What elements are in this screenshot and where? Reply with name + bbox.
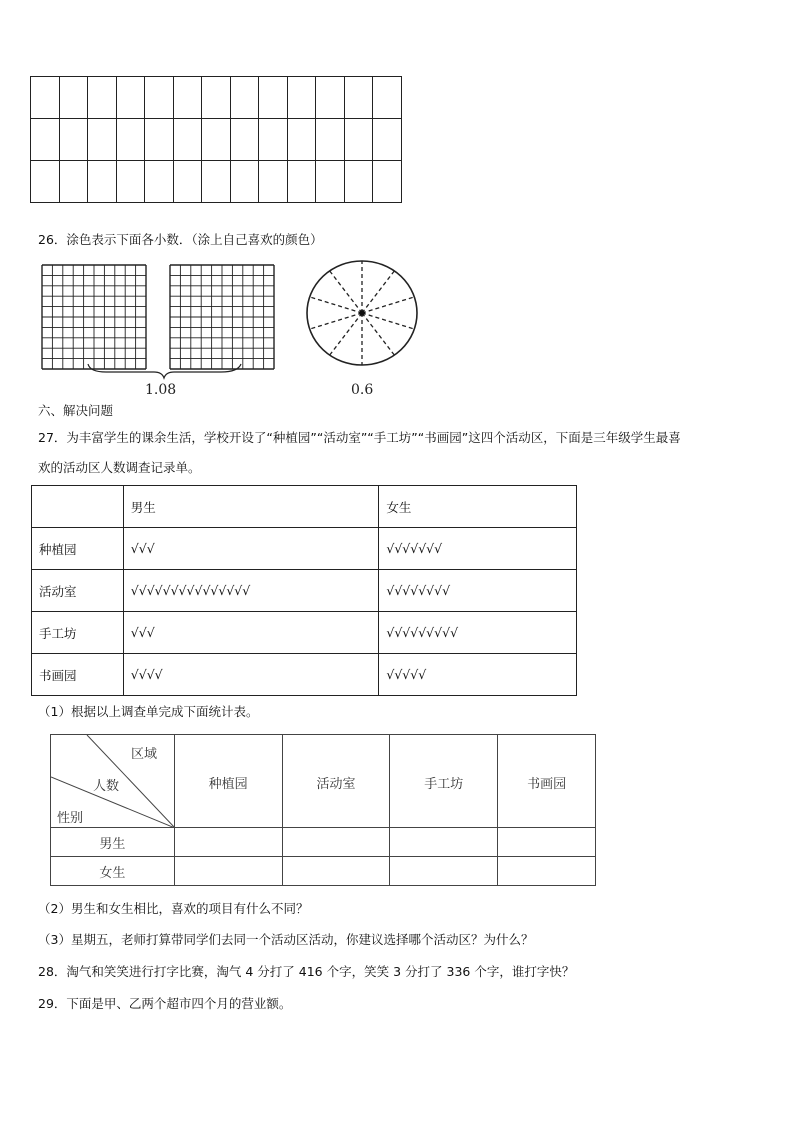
circle-center [359, 310, 365, 316]
grid-cell[interactable] [116, 119, 145, 161]
grid-cell[interactable] [59, 119, 88, 161]
survey-row [32, 612, 577, 654]
grid-cell[interactable] [344, 161, 373, 203]
survey-row [32, 570, 577, 612]
stat-answer-cell[interactable] [390, 828, 498, 857]
hundred-grid-2 [170, 265, 274, 369]
stat-header-area: 手工坊 [390, 735, 498, 828]
grid-cell[interactable] [373, 77, 402, 119]
grid-cell[interactable] [116, 161, 145, 203]
stat-answer-cell[interactable] [282, 857, 390, 886]
circle-ray [310, 297, 362, 313]
survey-row [32, 654, 577, 696]
brace [88, 364, 241, 378]
hundred-grid-1 [42, 265, 146, 369]
corner-gender: 性别 [57, 811, 84, 826]
circle-ray [362, 313, 414, 329]
survey-cell-area: 手工坊 [32, 612, 124, 654]
top-answer-grid [30, 76, 402, 203]
stat-header-area: 书画园 [498, 735, 596, 828]
grid-cell[interactable] [116, 77, 145, 119]
survey-header [32, 486, 124, 528]
stat-row-label: 女生 [51, 857, 175, 886]
corner-count: 人数 [93, 779, 120, 794]
circle-ray [362, 313, 394, 355]
survey-table [31, 485, 577, 696]
circle-ray [310, 313, 362, 329]
grid-cell[interactable] [230, 119, 259, 161]
grid-cell[interactable] [287, 119, 316, 161]
grid-cell[interactable] [145, 161, 174, 203]
grid-row [31, 161, 402, 203]
stat-corner-cell [51, 735, 175, 828]
grid-cell[interactable] [145, 77, 174, 119]
q27-sub3: （3）星期五，老师打算带同学们去同一个活动区活动，你建议选择哪个活动区？为什么？ [38, 932, 534, 947]
grid-cell[interactable] [316, 119, 345, 161]
grid-cell[interactable] [373, 119, 402, 161]
survey-header: 男生 [123, 486, 379, 528]
grid-cell[interactable] [202, 161, 231, 203]
grid-cell[interactable] [259, 77, 288, 119]
q27-text-line1: 27．为丰富学生的课余生活，学校开设了“种植园”“活动室”“手工坊”“书画园”这四个活动区，下面是三年级学生最喜 [38, 430, 681, 445]
q27-sub1: （1）根据以上调查单完成下面统计表。 [38, 704, 259, 719]
grid-cell[interactable] [88, 161, 117, 203]
stat-answer-cell[interactable] [174, 857, 282, 886]
grid-cell[interactable] [344, 77, 373, 119]
survey-cell-girls: √√√√√ [379, 654, 577, 696]
grid-cell[interactable] [173, 77, 202, 119]
survey-cell-boys: √√√ [123, 528, 379, 570]
corner-region: 区域 [131, 747, 158, 762]
grid-cell[interactable] [31, 119, 60, 161]
survey-cell-girls: √√√√√√√√ [379, 570, 577, 612]
grid-cell[interactable] [202, 119, 231, 161]
q26-text: 26．涂色表示下面各小数．（涂上自己喜欢的颜色） [38, 232, 323, 247]
stat-row-label: 男生 [51, 828, 175, 857]
grid-cell[interactable] [88, 119, 117, 161]
grid-row [31, 77, 402, 119]
stat-answer-cell[interactable] [498, 857, 596, 886]
grid-cell[interactable] [344, 119, 373, 161]
stat-answer-cell[interactable] [498, 828, 596, 857]
stat-answer-cell[interactable] [390, 857, 498, 886]
grid-cell[interactable] [59, 161, 88, 203]
survey-cell-boys: √√√ [123, 612, 379, 654]
stat-answer-cell[interactable] [174, 828, 282, 857]
grid-cell[interactable] [173, 119, 202, 161]
label-1-08: 1.08 [145, 382, 177, 398]
grid-cell[interactable] [31, 77, 60, 119]
circle-ray [362, 271, 394, 313]
grid-cell[interactable] [31, 161, 60, 203]
grid-cell[interactable] [259, 119, 288, 161]
q27-text-line2: 欢的活动区人数调查记录单。 [38, 460, 201, 475]
survey-cell-girls: √√√√√√√√√ [379, 612, 577, 654]
survey-cell-area: 活动室 [32, 570, 124, 612]
q29-text: 29．下面是甲、乙两个超市四个月的营业额。 [38, 996, 292, 1011]
grid-cell[interactable] [230, 161, 259, 203]
survey-cell-boys: √√√√√√√√√√√√√√√ [123, 570, 379, 612]
q26-figure [36, 260, 456, 405]
grid-cell[interactable] [230, 77, 259, 119]
section-title: 六、解决问题 [38, 403, 114, 418]
survey-cell-boys: √√√√ [123, 654, 379, 696]
stat-table [50, 734, 596, 886]
grid-row [31, 119, 402, 161]
q28-text: 28．淘气和笑笑进行打字比赛，淘气 4 分打了 416 个字，笑笑 3 分打了 336 个字，谁打字快？ [38, 964, 575, 979]
q27-sub2: （2）男生和女生相比，喜欢的项目有什么不同？ [38, 901, 309, 916]
grid-cell[interactable] [202, 77, 231, 119]
grid-cell[interactable] [287, 161, 316, 203]
circle-ray [362, 297, 414, 313]
survey-cell-area: 种植园 [32, 528, 124, 570]
stat-table-wrap [50, 734, 596, 885]
survey-row [32, 528, 577, 570]
grid-cell[interactable] [259, 161, 288, 203]
grid-cell[interactable] [287, 77, 316, 119]
circle-ray [330, 313, 362, 355]
grid-cell[interactable] [145, 119, 174, 161]
survey-header: 女生 [379, 486, 577, 528]
survey-cell-area: 书画园 [32, 654, 124, 696]
label-0-6: 0.6 [351, 382, 374, 398]
grid-cell[interactable] [173, 161, 202, 203]
grid-cell[interactable] [373, 161, 402, 203]
stat-header-area: 活动室 [282, 735, 390, 828]
grid-cell[interactable] [88, 77, 117, 119]
stat-answer-cell[interactable] [282, 828, 390, 857]
grid-cell[interactable] [59, 77, 88, 119]
stat-header-area: 种植园 [174, 735, 282, 828]
grid-cell[interactable] [316, 77, 345, 119]
survey-cell-girls: √√√√√√√ [379, 528, 577, 570]
circle-ray [330, 271, 362, 313]
grid-cell[interactable] [316, 161, 345, 203]
